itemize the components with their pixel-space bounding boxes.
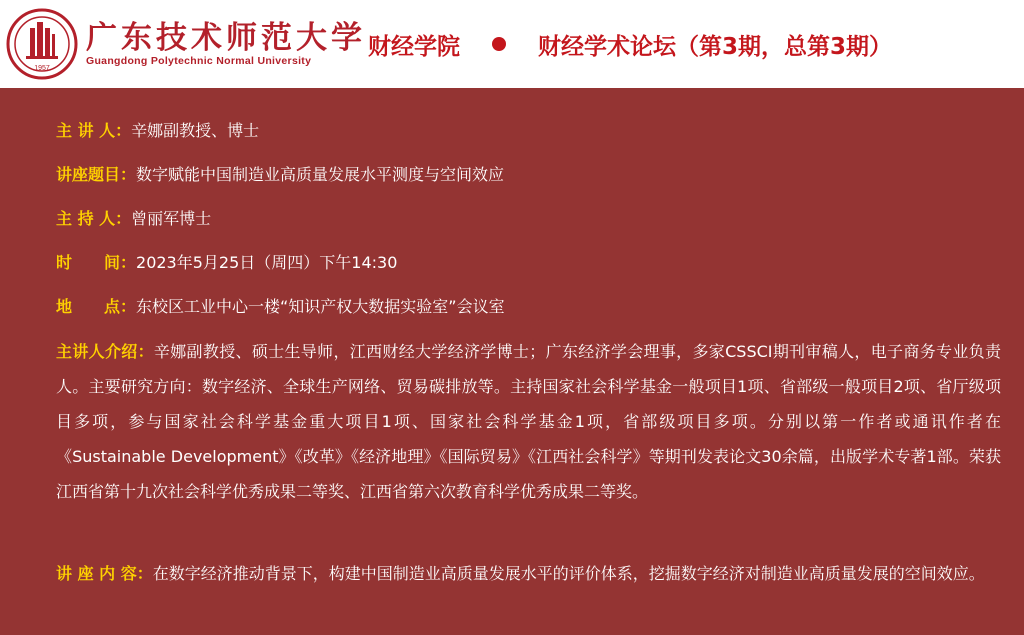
separator-dot-icon — [492, 37, 506, 51]
topic-value: 数字赋能中国制造业高质量发展水平测度与空间效应 — [136, 165, 505, 184]
time-value: 2023年5月25日（周四）下午14:30 — [136, 253, 398, 272]
lecture-content — [56, 556, 1001, 591]
time-label: 时 间： — [56, 253, 137, 272]
college-name: 财经学院 — [368, 33, 460, 60]
topic-label: 讲座题目： — [56, 165, 137, 184]
university-name-cn: 广东技术师范大学 — [86, 20, 366, 56]
host-value: 曾丽军博士 — [131, 209, 212, 228]
place-row — [56, 294, 505, 317]
bio-text: 辛娜副教授、硕士生导师，江西财经大学经济学博士；广东经济学会理事，多家CSSCI期刊审稿人，电子商务专业负责人。主要研究方向：数字经济、全球生产网络、贸易碳排放等。主持国家社会科学基金一般项目1项、省部级一般项目2项、省厅级项目多项，参与国家社会科学基金重大项目1项、国家社会科学基金1项，省部级项目多项。分别以第一作者或通讯作者在《Sustainable Development》《改革》《经济地理》《国际贸易》《江西社会科学》等期刊发表论文30余篇，出版学术专著1部。荣获江西省第十九次社会科学优秀成果二等奖、江西省第六次教育科学优秀成果二等奖。 — [56, 342, 1001, 501]
speaker-value: 辛娜副教授、博士 — [131, 121, 260, 140]
host-row — [56, 206, 211, 229]
logo-year: 1957 — [34, 65, 50, 72]
bio-label: 主讲人介绍： — [56, 342, 154, 361]
topic-row — [56, 162, 504, 185]
content-text: 在数字经济推动背景下，构建中国制造业高质量发展水平的评价体系，挖掘数字经济对制造业高质量发展的空间效应。 — [152, 564, 985, 583]
content-label: 讲 座 内 容： — [56, 564, 153, 583]
host-label: 主 持 人： — [56, 209, 132, 228]
speaker-row — [56, 118, 259, 141]
speaker-bio — [56, 334, 1001, 509]
university-logo — [6, 8, 78, 80]
time-row — [56, 250, 397, 273]
header-banner — [0, 0, 1024, 88]
place-label: 地 点： — [56, 297, 137, 316]
university-name-en: Guangdong Polytechnic Normal University — [86, 55, 312, 67]
speaker-label: 主 讲 人： — [56, 121, 132, 140]
forum-title: 财经学术论坛（第3期，总第3期） — [538, 33, 893, 60]
header-titles — [368, 26, 892, 62]
place-value: 东校区工业中心一楼“知识产权大数据实验室”会议室 — [136, 297, 505, 316]
